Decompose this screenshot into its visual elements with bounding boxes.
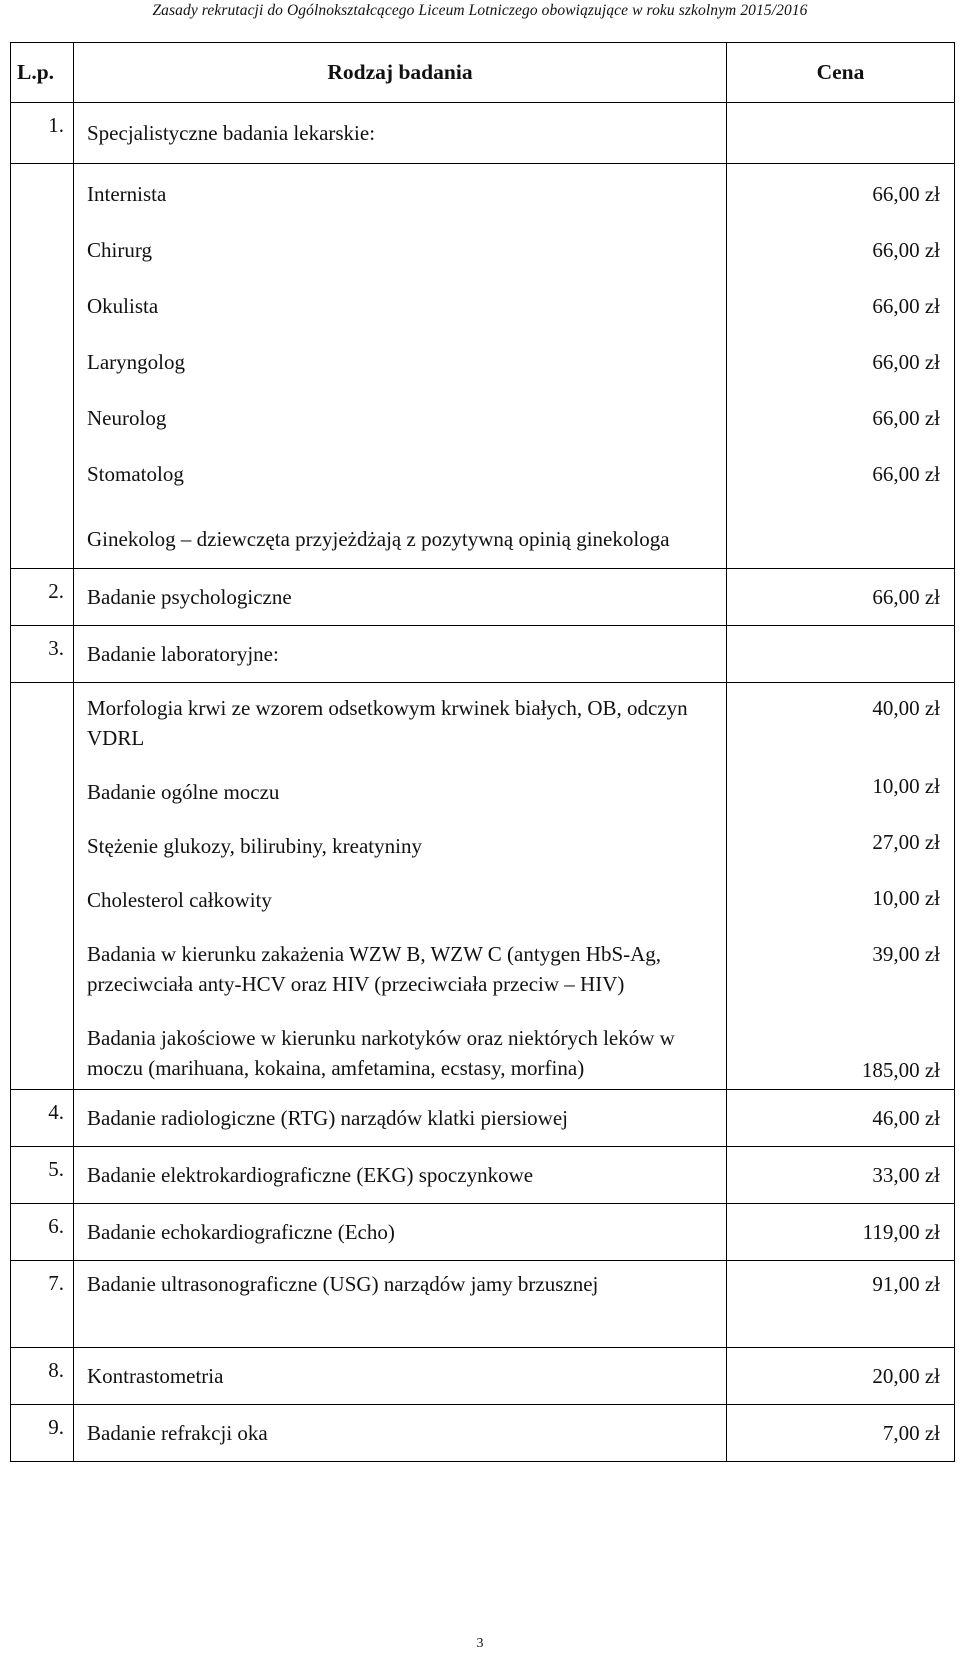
- list-item-price: 66,00 zł: [872, 406, 940, 430]
- table-row: [11, 1090, 955, 1147]
- list-item-price: 10,00 zł: [872, 886, 940, 910]
- row-number: 4.: [11, 1090, 74, 1147]
- list-item: Stężenie glukozy, bilirubiny, kreatyniny: [87, 834, 422, 858]
- list-item-price: 27,00 zł: [872, 830, 940, 854]
- list-item-price: 39,00 zł: [872, 942, 940, 966]
- sublist-lab-prices: [727, 683, 955, 1090]
- table-row: [11, 1405, 955, 1462]
- list-item: Badania w kierunku zakażenia WZW B, WZW C (antygen HbS-Ag, przeciwciała anty-HCV oraz HIV (przeciwciała przeciw – HIV): [87, 942, 662, 996]
- row-title: Badanie psychologiczne: [74, 569, 727, 626]
- row-title: Badanie radiologiczne (RTG) narządów klatki piersiowej: [74, 1090, 727, 1147]
- list-item-price: 66,00 zł: [872, 350, 940, 374]
- row-title: Badanie echokardiograficzne (Echo): [74, 1204, 727, 1261]
- column-header-lp: L.p.: [11, 43, 74, 103]
- column-header-rodzaj: Rodzaj badania: [74, 43, 727, 103]
- row-title: Badanie elektrokardiograficzne (EKG) spoczynkowe: [74, 1147, 727, 1204]
- list-item-price: 185,00 zł: [861, 1058, 940, 1082]
- price-table: [10, 42, 955, 1462]
- sublist-specialists: [74, 164, 727, 569]
- row-number: 7.: [11, 1261, 74, 1348]
- list-item-price: 66,00 zł: [872, 182, 940, 206]
- row-number: 9.: [11, 1405, 74, 1462]
- list-item-price: 10,00 zł: [872, 774, 940, 798]
- list-item-price: 66,00 zł: [872, 238, 940, 262]
- list-item: Badania jakościowe w kierunku narkotyków oraz niektórych leków w moczu (marihuana, kokaina, amfetamina, ecstasy, morfina): [87, 1026, 675, 1080]
- list-item: Internista: [87, 182, 167, 206]
- row-title: Kontrastometria: [74, 1348, 727, 1405]
- list-item: Cholesterol całkowity: [87, 888, 272, 912]
- page-number: 3: [476, 1636, 484, 1651]
- table-row: [11, 1348, 955, 1405]
- sublist-prices: [727, 164, 955, 569]
- list-item: Okulista: [87, 294, 159, 318]
- row-number: 6.: [11, 1204, 74, 1261]
- row-price: 119,00 zł: [727, 1204, 955, 1261]
- row-number: 1.: [11, 103, 74, 164]
- row-number: 2.: [11, 569, 74, 626]
- row-price: 33,00 zł: [727, 1147, 955, 1204]
- list-item: Morfologia krwi ze wzorem odsetkowym krwinek białych, OB, odczyn VDRL: [87, 696, 688, 750]
- row-number: 3.: [11, 626, 74, 683]
- list-item-price: 66,00 zł: [872, 294, 940, 318]
- row-price: 91,00 zł: [727, 1261, 955, 1348]
- list-item: Ginekolog – dziewczęta przyjeżdżają z pozytywną opinią ginekologa: [87, 527, 670, 551]
- row-price: [727, 103, 955, 164]
- list-item-price: 66,00 zł: [872, 462, 940, 486]
- list-item: Badanie ogólne moczu: [87, 780, 280, 804]
- row-title: Specjalistyczne badania lekarskie:: [74, 103, 727, 164]
- table-row: [11, 1147, 955, 1204]
- list-item: Chirurg: [87, 238, 152, 262]
- sublist-lab: [74, 683, 727, 1090]
- row-price: 46,00 zł: [727, 1090, 955, 1147]
- row-title: Badanie ultrasonograficzne (USG) narządów jamy brzusznej: [74, 1261, 727, 1348]
- row-price: 20,00 zł: [727, 1348, 955, 1405]
- row-title: Badanie refrakcji oka: [74, 1405, 727, 1462]
- list-item-price: 40,00 zł: [872, 696, 940, 720]
- list-item: Neurolog: [87, 406, 167, 430]
- table-row: [11, 626, 955, 683]
- table-header-row: [11, 43, 955, 103]
- table-row: [11, 103, 955, 164]
- page-header: Zasady rekrutacji do Ogólnokształcącego Liceum Lotniczego obowiązujące w roku szkolnym 2015/2016: [152, 2, 808, 19]
- row-price: 66,00 zł: [727, 569, 955, 626]
- row-price: 7,00 zł: [727, 1405, 955, 1462]
- table-row: [11, 1204, 955, 1261]
- table-row: [11, 1261, 955, 1348]
- table-row: [11, 683, 955, 1090]
- column-header-cena: Cena: [727, 43, 955, 103]
- list-item: Stomatolog: [87, 462, 184, 486]
- list-item: Laryngolog: [87, 350, 185, 374]
- row-title: Badanie laboratoryjne:: [74, 626, 727, 683]
- row-number: 8.: [11, 1348, 74, 1405]
- table-row: [11, 569, 955, 626]
- row-number: 5.: [11, 1147, 74, 1204]
- table-row: [11, 164, 955, 569]
